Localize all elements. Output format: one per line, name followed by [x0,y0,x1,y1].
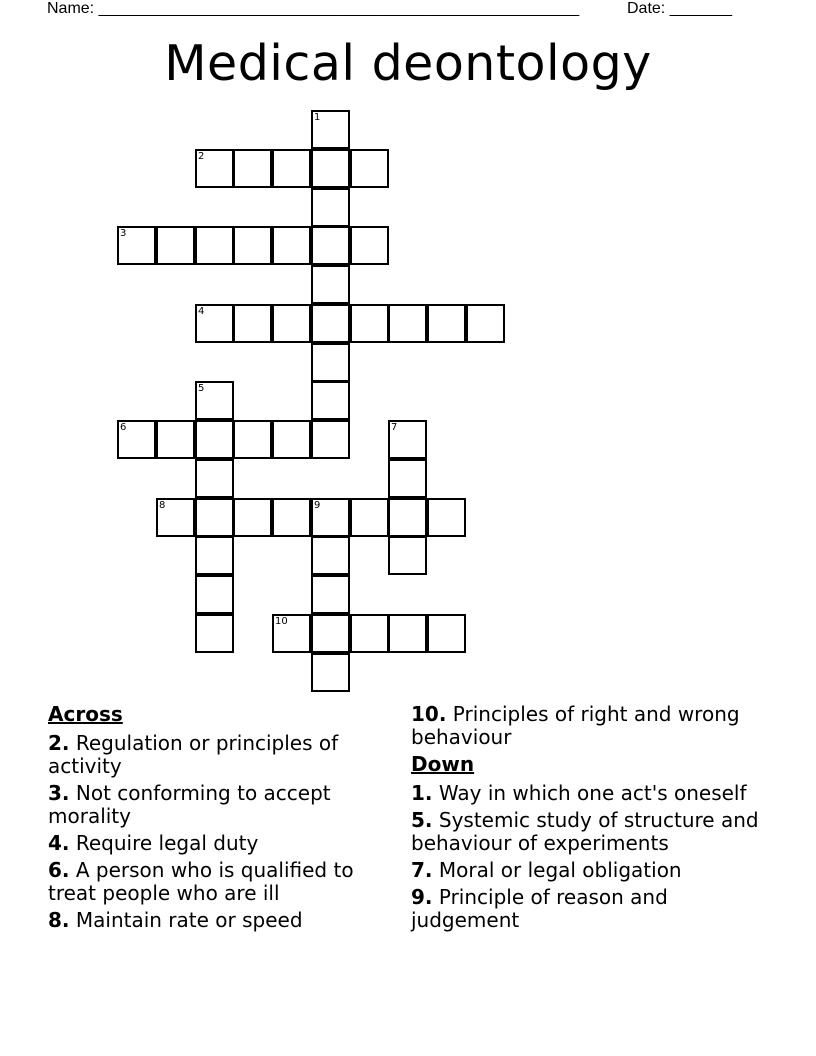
clue-number: 5. [411,808,433,832]
crossword-cell[interactable] [388,304,427,343]
clue-down-5 [411,809,781,855]
crossword-cell[interactable] [311,575,350,614]
clue-across-2 [48,732,398,778]
clue-number: 3. [48,781,70,805]
clue-number: 2. [48,731,70,755]
clue-text: Regulation or principles of activity [48,731,339,778]
clue-number: 6. [48,858,70,882]
crossword-cell[interactable] [195,304,234,343]
cell-number: 6 [120,422,127,433]
clue-text: Maintain rate or speed [75,908,303,932]
clue-across-3 [48,782,398,828]
clue-text: Way in which one act's oneself [438,781,747,805]
cell-number: 1 [314,112,321,123]
clue-number: 7. [411,858,433,882]
cell-number: 10 [275,616,288,627]
cell-number: 4 [198,306,205,317]
crossword-cell[interactable] [311,343,350,382]
clue-down-9 [411,886,781,932]
crossword-cell[interactable] [311,265,350,304]
crossword-cell[interactable] [311,149,350,188]
clue-down-1 [411,782,781,805]
crossword-cell[interactable] [195,536,234,575]
crossword-cell[interactable] [195,226,234,265]
crossword-cell[interactable] [388,614,427,653]
crossword-cell[interactable] [466,304,505,343]
crossword-cell[interactable] [272,420,311,459]
clues-right-column [411,703,781,936]
crossword-cell[interactable] [233,226,272,265]
clue-number: 10. [411,702,447,726]
clue-across-10 [411,703,781,749]
clue-text: Require legal duty [75,831,259,855]
clue-number: 4. [48,831,70,855]
crossword-cell[interactable] [195,575,234,614]
crossword-cell[interactable] [233,149,272,188]
crossword-cell[interactable] [350,304,389,343]
cell-number: 8 [159,500,166,511]
crossword-cell[interactable] [195,149,234,188]
down-heading: Down [411,752,475,776]
crossword-cell[interactable] [311,420,350,459]
crossword-cell[interactable] [388,459,427,498]
crossword-cell[interactable] [388,536,427,575]
clue-number: 9. [411,885,433,909]
crossword-cell[interactable] [117,226,156,265]
crossword-cell[interactable] [195,614,234,653]
cell-number: 3 [120,228,127,239]
crossword-cell[interactable] [311,614,350,653]
name-field-label: Name: ______________________________________________________ [47,0,580,17]
crossword-cell[interactable] [311,381,350,420]
date-field-label: Date: _______ [627,0,732,17]
crossword-cell[interactable] [156,420,195,459]
crossword-cell[interactable] [427,304,466,343]
crossword-cell[interactable] [272,226,311,265]
crossword-cell[interactable] [311,188,350,227]
crossword-cell[interactable] [311,653,350,692]
puzzle-title: Medical deontology [164,35,652,92]
crossword-cell[interactable] [350,226,389,265]
clues-left-column [48,703,398,936]
crossword-cell[interactable] [350,149,389,188]
crossword-cell[interactable] [272,149,311,188]
across-heading: Across [48,702,123,726]
clue-down-7 [411,859,781,882]
clue-number: 1. [411,781,433,805]
clue-number: 8. [48,908,70,932]
crossword-cell[interactable] [311,498,350,537]
crossword-cell[interactable] [311,536,350,575]
crossword-cell[interactable] [311,110,350,149]
crossword-cell[interactable] [195,381,234,420]
cell-number: 2 [198,151,205,162]
crossword-cell[interactable] [233,498,272,537]
crossword-cell[interactable] [427,614,466,653]
crossword-cell[interactable] [272,614,311,653]
crossword-cell[interactable] [350,614,389,653]
crossword-cell[interactable] [195,459,234,498]
crossword-cell[interactable] [195,420,234,459]
crossword-cell[interactable] [156,226,195,265]
cell-number: 7 [391,422,398,433]
crossword-cell[interactable] [311,304,350,343]
crossword-cell[interactable] [233,420,272,459]
crossword-cell[interactable] [272,498,311,537]
crossword-cell[interactable] [272,304,311,343]
clue-text: Principle of reason and judgement [411,885,668,932]
clue-text: Principles of right and wrong behaviour [411,702,740,749]
clue-across-6 [48,859,398,905]
crossword-cell[interactable] [233,304,272,343]
clue-text: Systemic study of structure and behaviour of experiments [411,808,759,855]
clue-across-8 [48,909,398,932]
crossword-cell[interactable] [311,226,350,265]
crossword-cell[interactable] [156,498,195,537]
cell-number: 9 [314,500,321,511]
clue-text: Moral or legal obligation [438,858,682,882]
crossword-cell[interactable] [388,498,427,537]
cell-number: 5 [198,383,205,394]
clue-text: A person who is qualified to treat people who are ill [48,858,354,905]
crossword-cell[interactable] [195,498,234,537]
crossword-cell[interactable] [388,420,427,459]
crossword-cell[interactable] [117,420,156,459]
clue-across-4 [48,832,398,855]
crossword-cell[interactable] [350,498,389,537]
crossword-cell[interactable] [427,498,466,537]
clue-text: Not conforming to accept morality [48,781,331,828]
